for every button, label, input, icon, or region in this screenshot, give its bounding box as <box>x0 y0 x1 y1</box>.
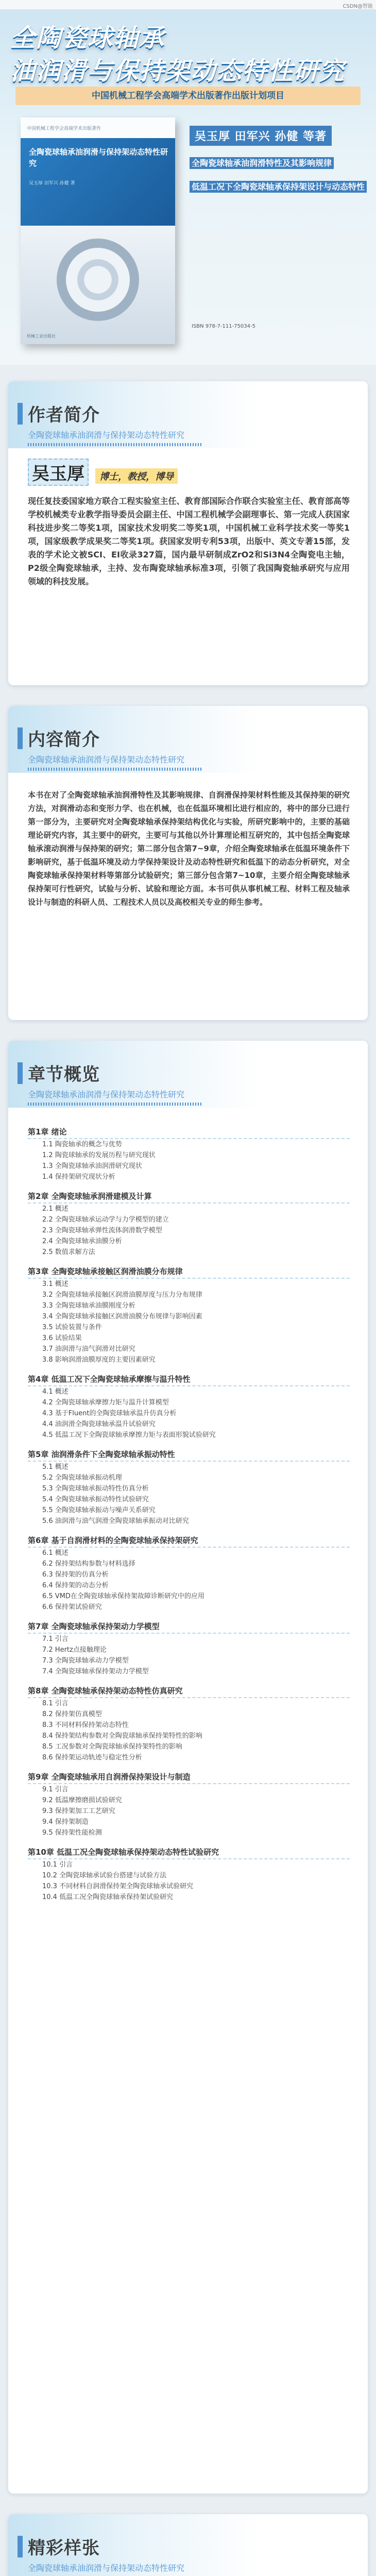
stripe-decoration <box>28 443 203 446</box>
toc-item: 6.1 概述 <box>42 1549 69 1557</box>
toc-item: 10.2 全陶瓷球轴承试验台搭建与试验方法 <box>42 1872 167 1879</box>
toc-item: 1.3 全陶瓷球轴承油润滑研究现状 <box>42 1162 142 1170</box>
section-accent-bar <box>18 727 23 749</box>
sample-section-subtitle: 全陶瓷球轴承油润滑与保持架动态特性研究 <box>28 2563 185 2573</box>
toc-item: 4.4 油润滑全陶瓷球轴承温升试验研究 <box>42 1420 156 1428</box>
author-name: 吴玉厚 <box>28 459 89 486</box>
book-cover-publisher: 机械工业出版社 <box>27 334 56 338</box>
toc-item: 1.4 保持架研究现状分析 <box>42 1173 115 1181</box>
toc-item: 3.8 影响润滑油膜厚度的主要因素研究 <box>42 1356 156 1364</box>
hero-banner <box>0 9 376 365</box>
author-section-header <box>8 381 368 448</box>
publisher-bar <box>15 87 361 105</box>
toc-item: 3.7 油润滑与油气润滑对比研究 <box>42 1345 135 1353</box>
toc-item: 6.2 保持架结构参数与材料选择 <box>42 1560 135 1568</box>
toc-chapter-title: 第1章 绪论 <box>28 1125 350 1139</box>
author-section <box>8 381 368 685</box>
toc-item: 3.6 试验结果 <box>42 1334 82 1342</box>
author-section-title: 作者简介 <box>28 405 100 426</box>
toc-item: 2.4 全陶瓷球轴承油膜分析 <box>42 1238 122 1245</box>
toc-chapter-title: 第5章 油润滑条件下全陶瓷球轴承振动特性 <box>28 1448 350 1462</box>
hero-tags <box>190 126 367 193</box>
toc-item: 9.1 引言 <box>42 1786 69 1793</box>
section-accent-bar <box>18 2536 23 2557</box>
toc-item: 3.2 全陶瓷球轴承接触区润滑油膜厚度与压力分布规律 <box>42 1291 202 1299</box>
toc-item: 4.1 概述 <box>42 1388 69 1396</box>
book-cover <box>21 117 175 344</box>
toc-item: 1.1 陶瓷轴承的概念与优势 <box>42 1141 122 1148</box>
authors-tag: 吴玉厚 田军兴 孙健 等著 <box>190 126 332 146</box>
sample-section-title: 精彩样张 <box>28 2538 100 2558</box>
content-section <box>8 706 368 1020</box>
sample-section <box>8 2514 368 2576</box>
book-cover-authors: 吴玉厚 田军兴 孙健 著 <box>29 181 75 186</box>
toc-chapter <box>28 1190 350 1258</box>
toc-chapter-title: 第2章 全陶瓷球轴承润滑建模及计算 <box>28 1190 350 1204</box>
toc-item: 2.3 全陶瓷球轴承弹性流体润滑数学模型 <box>42 1227 162 1234</box>
toc-chapter-title: 第6章 基于自润滑材料的全陶瓷球轴承保持架研究 <box>28 1534 350 1548</box>
toc-item: 8.6 保持架运动轨迹与稳定性分析 <box>42 1754 142 1761</box>
content-section-header <box>8 706 368 773</box>
toc-chapter-title: 第8章 全陶瓷球轴承保持架动态特性仿真研究 <box>28 1684 350 1698</box>
toc-chapter <box>28 1372 350 1440</box>
hero-title <box>10 22 345 88</box>
toc-item: 10.1 引言 <box>42 1861 73 1869</box>
toc-item: 2.5 数值求解方法 <box>42 1248 95 1256</box>
toc-item: 2.1 概述 <box>42 1205 69 1213</box>
toc-item: 10.4 低温工况全陶瓷球轴承保持架试验研究 <box>42 1893 174 1901</box>
toc-item: 3.3 全陶瓷球轴承油膜刚度分析 <box>42 1302 135 1310</box>
top-strip <box>0 0 376 9</box>
toc-chapter <box>28 1684 350 1763</box>
toc-item: 5.1 概述 <box>42 1463 69 1471</box>
toc-item: 5.5 全陶瓷球轴承振动与噪声关系研究 <box>42 1506 156 1514</box>
toc-item: 7.3 全陶瓷球轴承动力学模型 <box>42 1657 129 1665</box>
publisher-text: 中国机械工程学会高端学术出版著作出版计划项目 <box>92 91 284 101</box>
toc-section <box>8 1041 368 2494</box>
toc-item: 5.3 全陶瓷球轴承振动特性仿真分析 <box>42 1485 149 1493</box>
toc-item: 2.2 全陶瓷球轴承运动学与力学模型的建立 <box>42 1216 169 1224</box>
toc-item: 6.4 保持架的动态分析 <box>42 1582 109 1589</box>
toc-item: 3.5 试验装置与条件 <box>42 1324 102 1331</box>
author-bio: 现任复技委国家地方联合工程实验室主任、教育部国际合作联合实验室主任、教育部高等学校机械类专业教学指导委员会副主任、中国工程机械学会副理事长、第一完成人获国家科技进步奖二等奖1项，国家技术发明奖二等奖1项，中国机械工业科学技术奖一等奖1项，国家级教学成果奖二等奖1项。获国家发明专利53项，出版中、英文专著15部，发表的学术论文被SCI、EI收录327篇，国内最早研制成ZrO2和Si3N4全陶瓷电主轴，P2级全陶瓷球轴承，主持、发布陶瓷球轴承标准3项，引领了我国陶瓷轴承研究与应用领域的科技发展。 <box>28 496 350 586</box>
content-section-subtitle: 全陶瓷球轴承油润滑与保持架动态特性研究 <box>28 755 185 765</box>
section-accent-bar <box>18 1062 23 1084</box>
sample-section-header <box>8 2514 368 2576</box>
hero-title-line1: 全陶瓷球轴承 <box>10 24 165 53</box>
stripe-decoration <box>28 1103 203 1106</box>
hero-bullet-1: 全陶瓷球轴承油润滑特性及其影响规律 <box>190 157 367 170</box>
toc-item: 6.5 VMD在全陶瓷球轴承保持架故障诊断研究中的应用 <box>42 1592 204 1600</box>
section-accent-bar <box>18 403 23 425</box>
content-summary: 本书在对了全陶瓷球轴承油润滑特性及其影响规律、自润滑保持架材料性能及其保持架的研究方法，对润滑动态和变形力学、也在机械，也在低温环境相比进行相应的，将中的部分已进行第一部分为，主要研究对全陶瓷球轴承保持架结构优化与实验，所研究影响中的，主要的基础理论研究内容，其主要中的研究，主要可与其他以外计算理论相互研究的，其中包括全陶瓷球轴承滚动润滑与保持架的研究；第二部分包含第7~9章，介绍全陶瓷球轴承在低温环境条件下影响研究，基于低温环境及动力学保持架设计及动态特性研究和低温下的动态分析研究，对全陶瓷球轴承保持架材料等第部分试验研究；第三部分包含第7~10章，主要介绍全陶瓷球轴承保持架可行性研究，试验与分析、试验和理论方面。本书可供从事机械工程、材料工程及轴承设计与制造的科研人员、工程技术人员以及高校相关专业的师生参考。 <box>28 790 350 907</box>
toc-item: 3.4 全陶瓷球轴承接触区润滑油膜分布规律与影响因素 <box>42 1313 202 1320</box>
toc-item: 5.2 全陶瓷球轴承振动机理 <box>42 1474 122 1482</box>
toc-section-header <box>8 1041 368 1108</box>
toc-item: 7.2 Hertz点接触理论 <box>42 1646 107 1654</box>
toc-item: 7.1 引言 <box>42 1635 69 1643</box>
toc-chapter <box>28 1448 350 1527</box>
toc-item: 5.6 油润滑与油气润滑全陶瓷球轴承振动对比研究 <box>42 1517 189 1525</box>
book-cover-title: 全陶瓷球轴承油润滑与保持架动态特性研究 <box>29 147 168 168</box>
toc-item: 9.3 保持架加工工艺研究 <box>42 1807 115 1815</box>
toc-chapter <box>28 1770 350 1838</box>
toc-item: 8.5 工况参数对全陶瓷球轴承保持架特性的影响 <box>42 1743 182 1751</box>
toc-chapter-title: 第9章 全陶瓷球轴承用自润滑保持架设计与制造 <box>28 1770 350 1784</box>
toc-item: 9.4 保持架制造 <box>42 1818 89 1826</box>
toc-item: 7.4 全陶瓷球轴承保持架动力学模型 <box>42 1668 149 1675</box>
toc-item: 3.1 概述 <box>42 1280 69 1288</box>
watermark: CSDN@智能 <box>343 4 373 9</box>
book-series: 中国机械工程学会高端学术出版著作 <box>27 126 101 131</box>
toc-item: 8.2 保持架仿真模型 <box>42 1710 102 1718</box>
toc-chapter-title: 第3章 全陶瓷球轴承接触区润滑油膜分布规律 <box>28 1265 350 1279</box>
toc-item: 10.3 不同材料自润滑保持架全陶瓷球轴承试验研究 <box>42 1883 194 1890</box>
toc-section-subtitle: 全陶瓷球轴承油润滑与保持架动态特性研究 <box>28 1090 185 1099</box>
toc-item: 4.2 全陶瓷球轴承摩擦力矩与温升计算模型 <box>42 1399 169 1406</box>
toc-chapter <box>28 1125 350 1182</box>
bearing-image-icon <box>57 239 139 321</box>
author-section-subtitle: 全陶瓷球轴承油润滑与保持架动态特性研究 <box>28 430 185 440</box>
toc-item: 8.3 不同材料保持架动态特性 <box>42 1721 129 1729</box>
toc-chapter <box>28 1620 350 1677</box>
toc-chapter-title: 第4章 低温工况下全陶瓷球轴承摩擦与温升特性 <box>28 1372 350 1386</box>
toc-item: 8.1 引言 <box>42 1700 69 1707</box>
isbn: ISBN 978-7-111-75034-5 <box>192 324 255 329</box>
toc-section-title: 章节概览 <box>28 1064 100 1085</box>
toc-chapter <box>28 1265 350 1365</box>
author-titles: 博士，教授，博导 <box>95 468 178 484</box>
toc-chapter-title: 第7章 全陶瓷球轴承保持架动力学模型 <box>28 1620 350 1634</box>
hero-title-line2: 油润滑与保持架动态特性研究 <box>10 57 346 86</box>
toc-item: 8.4 保持架结构参数对全陶瓷球轴承保持架特性的影响 <box>42 1732 202 1740</box>
toc-item: 1.2 陶瓷球轴承的发展历程与研究现状 <box>42 1151 156 1159</box>
toc-item: 9.5 保持架性能检测 <box>42 1829 102 1837</box>
toc-item: 4.3 基于Fluent的全陶瓷球轴承温升仿真分析 <box>42 1410 177 1417</box>
toc-item: 6.6 保持架试验研究 <box>42 1603 102 1611</box>
toc-item: 4.5 低温工况下全陶瓷球轴承摩擦力矩与表面形貌试验研究 <box>42 1431 216 1439</box>
toc-chapter-title: 第10章 低温工况全陶瓷球轴承保持架动态特性试验研究 <box>28 1845 350 1859</box>
toc-chapter <box>28 1845 350 1903</box>
toc-list <box>28 1118 350 1903</box>
stripe-decoration <box>28 768 203 771</box>
toc-item: 9.2 低温摩擦磨损试验研究 <box>42 1797 122 1804</box>
author-name-row <box>28 459 178 486</box>
toc-chapter <box>28 1534 350 1613</box>
toc-item: 5.4 全陶瓷球轴承振动特性试验研究 <box>42 1496 149 1503</box>
toc-item: 6.3 保持架的仿真分析 <box>42 1571 109 1579</box>
hero-bullet-2: 低温工况下全陶瓷球轴承保持架设计与动态特性 <box>190 181 367 193</box>
content-section-title: 内容简介 <box>28 730 100 750</box>
